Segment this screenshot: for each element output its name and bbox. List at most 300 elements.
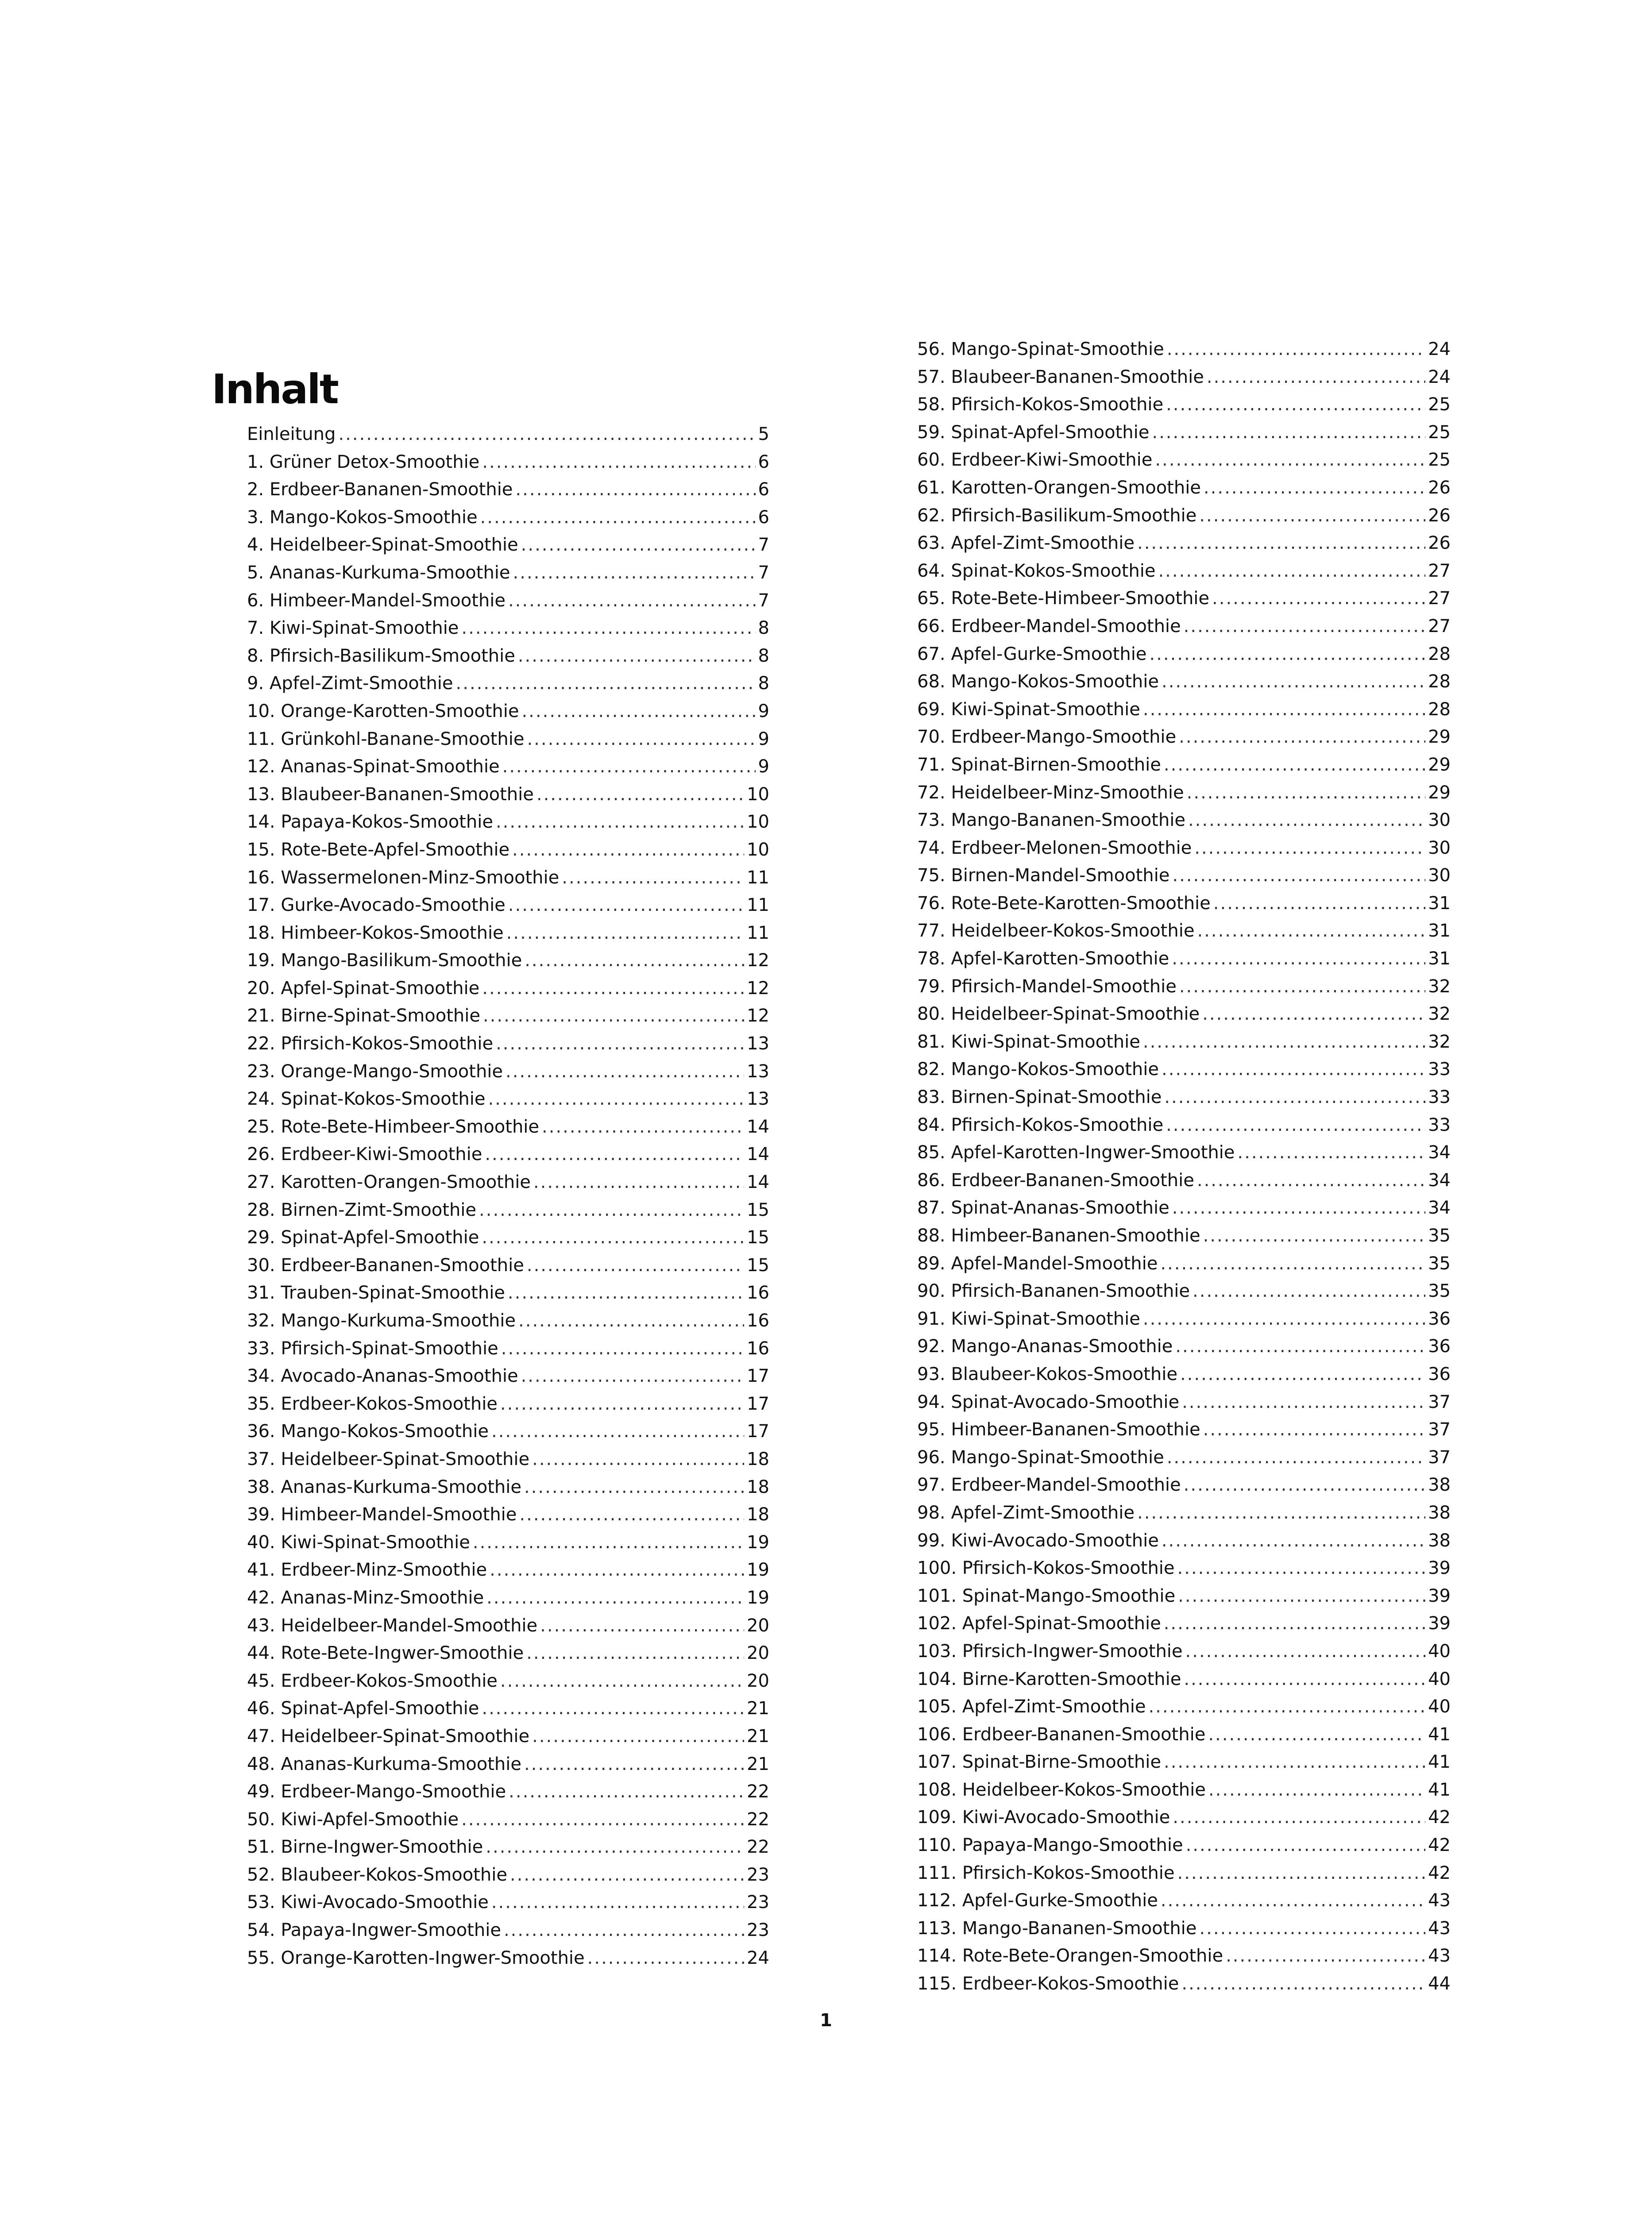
toc-entry[interactable] — [917, 1804, 1451, 1831]
toc-entry-page: 16 — [747, 1338, 769, 1359]
toc-entry-page: 37 — [1428, 1447, 1451, 1468]
toc-entry[interactable] — [247, 1944, 769, 1972]
toc-dot-leader — [1172, 1194, 1425, 1222]
toc-entry-page: 33 — [1428, 1114, 1451, 1135]
toc-entry[interactable] — [917, 446, 1451, 474]
toc-entry[interactable] — [917, 1970, 1451, 1998]
toc-entry-page: 14 — [747, 1172, 769, 1193]
toc-entry[interactable] — [247, 1639, 769, 1667]
toc-entry[interactable] — [917, 1471, 1451, 1499]
toc-entry-title: 115. Erdbeer-Kokos-Smoothie — [917, 1974, 1179, 1994]
toc-entry[interactable] — [247, 1750, 769, 1778]
toc-entry[interactable] — [247, 559, 769, 587]
toc-dot-leader — [1164, 751, 1425, 779]
toc-entry-page: 21 — [747, 1726, 769, 1746]
toc-entry-page: 30 — [1428, 810, 1451, 831]
toc-dot-leader — [461, 1806, 744, 1834]
toc-entry-page: 43 — [1428, 1946, 1451, 1966]
toc-dot-leader — [508, 891, 744, 919]
toc-entry-title: 59. Spinat-Apfel-Smoothie — [917, 422, 1150, 443]
toc-entry-title: 45. Erdbeer-Kokos-Smoothie — [247, 1670, 498, 1691]
toc-entry[interactable] — [917, 862, 1451, 890]
toc-dot-leader — [1158, 557, 1425, 585]
toc-entry[interactable] — [917, 557, 1451, 585]
toc-dot-leader — [1197, 917, 1425, 945]
toc-entry[interactable] — [247, 614, 769, 642]
toc-entry[interactable] — [917, 1388, 1451, 1416]
toc-dot-leader — [1207, 363, 1425, 391]
toc-dot-leader — [527, 1252, 744, 1280]
toc-entry-title: 84. Pfirsich-Kokos-Smoothie — [917, 1114, 1164, 1135]
toc-entry[interactable] — [247, 891, 769, 919]
toc-entry[interactable] — [247, 1335, 769, 1363]
toc-entry-title: 101. Spinat-Mango-Smoothie — [917, 1585, 1176, 1606]
toc-entry-title: 38. Ananas-Kurkuma-Smoothie — [247, 1477, 521, 1497]
toc-entry[interactable] — [247, 1085, 769, 1113]
toc-dot-leader — [338, 420, 755, 448]
toc-entry-page: 26 — [1428, 533, 1451, 554]
toc-dot-leader — [509, 1778, 744, 1806]
toc-entry-title: 13. Blaubeer-Bananen-Smoothie — [247, 784, 534, 805]
toc-entry-title: 110. Papaya-Mango-Smoothie — [917, 1835, 1183, 1856]
toc-entry[interactable] — [247, 1390, 769, 1418]
toc-entry-title: 105. Apfel-Zimt-Smoothie — [917, 1696, 1146, 1717]
toc-entry[interactable] — [917, 1333, 1451, 1361]
toc-entry[interactable] — [917, 1083, 1451, 1111]
toc-entry-page: 15 — [747, 1255, 769, 1276]
toc-entry[interactable] — [247, 1556, 769, 1584]
toc-entry[interactable] — [917, 1416, 1451, 1444]
toc-entry-page: 32 — [1428, 1004, 1451, 1025]
toc-entry[interactable] — [917, 335, 1451, 363]
toc-entry[interactable] — [247, 1889, 769, 1916]
toc-entry[interactable] — [247, 1141, 769, 1168]
toc-entry[interactable] — [247, 1168, 769, 1196]
toc-entry[interactable] — [917, 1915, 1451, 1943]
toc-entry[interactable] — [917, 474, 1451, 502]
toc-entry-page: 12 — [747, 950, 769, 971]
toc-entry-page: 29 — [1428, 782, 1451, 803]
toc-entry-page: 6 — [758, 507, 769, 528]
toc-entry-title: 70. Erdbeer-Mango-Smoothie — [917, 727, 1177, 748]
toc-entry[interactable] — [917, 391, 1451, 419]
toc-entry[interactable] — [917, 668, 1451, 696]
toc-dot-leader — [1137, 1499, 1425, 1527]
toc-entry[interactable] — [247, 725, 769, 753]
toc-entry[interactable] — [247, 1584, 769, 1612]
toc-entry-page: 40 — [1428, 1641, 1451, 1662]
toc-entry[interactable] — [917, 1499, 1451, 1527]
toc-entry-title: 15. Rote-Bete-Apfel-Smoothie — [247, 839, 510, 860]
toc-left-column — [247, 420, 769, 1972]
toc-entry-page: 24 — [747, 1947, 769, 1968]
page-number: 1 — [820, 2010, 832, 2031]
toc-entry-page: 36 — [1428, 1364, 1451, 1384]
toc-dot-leader — [483, 1002, 744, 1030]
toc-entry-page: 25 — [1428, 450, 1451, 470]
toc-entry-page: 22 — [747, 1837, 769, 1858]
toc-entry[interactable] — [917, 1721, 1451, 1749]
toc-dot-leader — [540, 1612, 744, 1640]
toc-entry-page: 9 — [758, 701, 769, 721]
toc-entry-page: 26 — [1428, 505, 1451, 526]
toc-entry[interactable] — [917, 696, 1451, 724]
toc-entry-title: 37. Heidelbeer-Spinat-Smoothie — [247, 1449, 530, 1469]
toc-entry-page: 37 — [1428, 1392, 1451, 1412]
toc-entry[interactable] — [247, 1113, 769, 1141]
toc-entry[interactable] — [917, 751, 1451, 779]
toc-entry[interactable] — [247, 1446, 769, 1473]
toc-entry-title: 21. Birne-Spinat-Smoothie — [247, 1006, 480, 1026]
toc-dot-leader — [1188, 806, 1425, 834]
toc-entry-title: 52. Blaubeer-Kokos-Smoothie — [247, 1864, 507, 1885]
toc-entry-page: 40 — [1428, 1696, 1451, 1717]
toc-entry-page: 30 — [1428, 837, 1451, 858]
toc-entry[interactable] — [917, 1167, 1451, 1195]
toc-entry-title: 90. Pfirsich-Bananen-Smoothie — [917, 1281, 1190, 1302]
toc-entry[interactable] — [917, 1000, 1451, 1028]
toc-entry[interactable] — [247, 1833, 769, 1861]
toc-entry-page: 41 — [1428, 1724, 1451, 1745]
toc-entry[interactable] — [247, 919, 769, 947]
toc-entry[interactable] — [247, 1778, 769, 1806]
toc-dot-leader — [524, 1750, 744, 1778]
toc-entry[interactable] — [917, 502, 1451, 530]
toc-entry-page: 42 — [1428, 1835, 1451, 1856]
toc-entry[interactable] — [917, 1887, 1451, 1915]
toc-dot-leader — [537, 781, 744, 809]
toc-entry-page: 21 — [747, 1698, 769, 1719]
toc-entry-title: 20. Apfel-Spinat-Smoothie — [247, 978, 480, 999]
toc-entry[interactable] — [247, 504, 769, 532]
toc-entry-title: 108. Heidelbeer-Kokos-Smoothie — [917, 1779, 1206, 1800]
toc-entry[interactable] — [247, 531, 769, 559]
toc-entry[interactable] — [917, 1831, 1451, 1859]
toc-entry-page: 28 — [1428, 699, 1451, 720]
toc-entry-title: 111. Pfirsich-Kokos-Smoothie — [917, 1862, 1175, 1883]
toc-entry[interactable] — [917, 945, 1451, 973]
toc-entry-page: 23 — [747, 1920, 769, 1941]
toc-dot-leader — [525, 947, 744, 975]
toc-entry[interactable] — [917, 613, 1451, 640]
toc-entry-page: 18 — [747, 1449, 769, 1469]
toc-entry[interactable] — [917, 1859, 1451, 1887]
toc-dot-leader — [1152, 419, 1425, 447]
toc-entry[interactable] — [917, 1748, 1451, 1776]
toc-dot-leader — [1193, 1277, 1425, 1305]
toc-dot-leader — [482, 448, 755, 476]
toc-dot-leader — [456, 670, 756, 698]
toc-entry[interactable] — [917, 1028, 1451, 1056]
toc-entry[interactable] — [247, 864, 769, 892]
toc-entry[interactable] — [247, 1695, 769, 1723]
toc-entry[interactable] — [917, 973, 1451, 1001]
toc-dot-leader — [1166, 1111, 1425, 1139]
toc-dot-leader — [488, 1085, 744, 1113]
toc-dot-leader — [527, 725, 755, 753]
toc-dot-leader — [506, 1058, 744, 1086]
toc-entry[interactable] — [917, 1361, 1451, 1388]
toc-entry[interactable] — [917, 1222, 1451, 1250]
toc-entry[interactable] — [917, 1638, 1451, 1666]
toc-entry[interactable] — [247, 1030, 769, 1058]
toc-entry-page: 33 — [1428, 1087, 1451, 1108]
toc-entry[interactable] — [247, 1667, 769, 1695]
toc-entry-title: 104. Birne-Karotten-Smoothie — [917, 1669, 1181, 1689]
toc-entry[interactable] — [917, 779, 1451, 807]
toc-dot-leader — [1143, 696, 1425, 724]
toc-dot-leader — [1199, 502, 1425, 530]
toc-entry[interactable] — [247, 836, 769, 864]
toc-entry-page: 29 — [1428, 727, 1451, 748]
toc-dot-leader — [1213, 890, 1425, 918]
toc-entry-title: 95. Himbeer-Bananen-Smoothie — [917, 1419, 1200, 1440]
toc-entry-title: 44. Rote-Bete-Ingwer-Smoothie — [247, 1643, 524, 1664]
toc-entry[interactable] — [247, 1723, 769, 1750]
toc-entry[interactable] — [917, 917, 1451, 945]
toc-entry-page: 23 — [747, 1892, 769, 1913]
toc-entry-page: 6 — [758, 479, 769, 500]
toc-entry-title: 31. Trauben-Spinat-Smoothie — [247, 1283, 505, 1303]
toc-entry-page: 28 — [1428, 671, 1451, 692]
toc-entry[interactable] — [247, 753, 769, 781]
toc-entry[interactable] — [917, 363, 1451, 391]
toc-entry[interactable] — [247, 670, 769, 698]
toc-entry[interactable] — [917, 1277, 1451, 1305]
toc-entry[interactable] — [247, 1529, 769, 1557]
toc-entry[interactable] — [247, 1002, 769, 1030]
toc-entry[interactable] — [247, 448, 769, 476]
toc-entry-page: 14 — [747, 1116, 769, 1137]
toc-entry-title: 22. Pfirsich-Kokos-Smoothie — [247, 1033, 494, 1054]
toc-entry-page: 10 — [747, 839, 769, 860]
toc-entry-page: 5 — [758, 424, 769, 444]
toc-dot-leader — [506, 919, 744, 947]
toc-entry[interactable] — [247, 698, 769, 725]
toc-entry[interactable] — [917, 1666, 1451, 1693]
toc-entry-title: 53. Kiwi-Avocado-Smoothie — [247, 1892, 489, 1913]
toc-entry[interactable] — [247, 1612, 769, 1640]
toc-dot-leader — [524, 1473, 744, 1501]
toc-dot-leader — [1194, 834, 1425, 862]
toc-entry[interactable] — [917, 529, 1451, 557]
toc-entry-page: 11 — [747, 922, 769, 943]
toc-dot-leader — [496, 808, 744, 836]
toc-dot-leader — [533, 1168, 744, 1196]
toc-entry-page: 17 — [747, 1421, 769, 1442]
toc-entry-page: 13 — [747, 1061, 769, 1082]
toc-dot-leader — [1199, 1915, 1425, 1943]
toc-entry-title: 89. Apfel-Mandel-Smoothie — [917, 1253, 1158, 1274]
toc-entry-page: 23 — [747, 1864, 769, 1885]
toc-entry-title: 54. Papaya-Ingwer-Smoothie — [247, 1920, 501, 1941]
toc-entry[interactable] — [247, 1501, 769, 1529]
toc-entry-page: 10 — [747, 784, 769, 805]
toc-dot-leader — [1172, 862, 1425, 890]
toc-entry-title: 66. Erdbeer-Mandel-Smoothie — [917, 616, 1181, 636]
toc-entry-title: 99. Kiwi-Avocado-Smoothie — [917, 1530, 1159, 1551]
toc-entry-title: 107. Spinat-Birne-Smoothie — [917, 1752, 1161, 1773]
toc-entry-title: 62. Pfirsich-Basilikum-Smoothie — [917, 505, 1197, 526]
toc-entry-page: 42 — [1428, 1862, 1451, 1883]
toc-entry[interactable] — [917, 834, 1451, 862]
toc-entry[interactable] — [247, 642, 769, 670]
toc-entry[interactable] — [917, 1194, 1451, 1222]
toc-entry[interactable] — [917, 1111, 1451, 1139]
toc-entry-title: 112. Apfel-Gurke-Smoothie — [917, 1890, 1158, 1911]
toc-entry[interactable] — [247, 1196, 769, 1224]
toc-entry-page: 14 — [747, 1144, 769, 1165]
toc-entry-page: 37 — [1428, 1419, 1451, 1440]
toc-dot-leader — [1143, 1305, 1425, 1333]
toc-dot-leader — [526, 1639, 744, 1667]
toc-dot-leader — [1167, 335, 1425, 363]
toc-entry[interactable] — [917, 890, 1451, 918]
toc-dot-leader — [482, 1224, 744, 1252]
toc-entry[interactable] — [917, 1444, 1451, 1472]
toc-entry-title: 17. Gurke-Avocado-Smoothie — [247, 895, 506, 916]
toc-entry[interactable] — [247, 587, 769, 615]
toc-dot-leader — [1177, 1859, 1426, 1887]
toc-entry-title: 102. Apfel-Spinat-Smoothie — [917, 1613, 1161, 1634]
toc-entry[interactable] — [247, 476, 769, 504]
toc-entry-page: 18 — [747, 1477, 769, 1497]
toc-entry[interactable] — [917, 806, 1451, 834]
toc-entry-page: 15 — [747, 1227, 769, 1248]
toc-entry[interactable] — [917, 1610, 1451, 1638]
toc-entry-title: 58. Pfirsich-Kokos-Smoothie — [917, 394, 1164, 415]
toc-entry[interactable] — [917, 1776, 1451, 1804]
toc-entry[interactable] — [247, 1307, 769, 1335]
toc-dot-leader — [1166, 391, 1425, 419]
toc-entry[interactable] — [917, 1056, 1451, 1083]
toc-entry[interactable] — [917, 640, 1451, 668]
toc-entry[interactable] — [247, 808, 769, 836]
toc-dot-leader — [1212, 585, 1425, 613]
toc-entry[interactable] — [247, 1861, 769, 1889]
toc-entry[interactable] — [917, 1554, 1451, 1582]
toc-entry-page: 39 — [1428, 1585, 1451, 1606]
toc-entry[interactable] — [917, 1527, 1451, 1555]
toc-dot-leader — [508, 1279, 744, 1307]
toc-dot-leader — [1203, 1222, 1425, 1250]
toc-entry-page: 36 — [1428, 1336, 1451, 1357]
toc-entry-title: 25. Rote-Bete-Himbeer-Smoothie — [247, 1116, 540, 1137]
toc-entry[interactable] — [917, 1139, 1451, 1167]
toc-entry-page: 38 — [1428, 1502, 1451, 1523]
toc-entry[interactable] — [247, 1252, 769, 1280]
toc-entry[interactable] — [247, 975, 769, 1002]
toc-entry-title: 11. Grünkohl-Banane-Smoothie — [247, 729, 525, 749]
toc-entry[interactable] — [917, 419, 1451, 447]
toc-entry[interactable] — [917, 1250, 1451, 1278]
toc-entry-title: 80. Heidelbeer-Spinat-Smoothie — [917, 1004, 1200, 1025]
toc-entry[interactable] — [247, 1058, 769, 1086]
toc-entry-page: 39 — [1428, 1558, 1451, 1579]
toc-entry[interactable] — [247, 781, 769, 809]
toc-entry-page: 22 — [747, 1781, 769, 1802]
toc-entry-page: 13 — [747, 1033, 769, 1054]
toc-entry-page: 34 — [1428, 1142, 1451, 1163]
toc-entry[interactable] — [247, 1473, 769, 1501]
toc-entry-page: 30 — [1428, 865, 1451, 886]
toc-dot-leader — [1162, 1056, 1425, 1083]
toc-entry[interactable] — [917, 1693, 1451, 1721]
toc-entry[interactable] — [247, 420, 769, 448]
toc-entry-page: 24 — [1428, 366, 1451, 387]
toc-dot-leader — [512, 836, 744, 864]
toc-entry[interactable] — [247, 1224, 769, 1252]
toc-entry-title: 51. Birne-Ingwer-Smoothie — [247, 1837, 483, 1858]
toc-entry[interactable] — [917, 1582, 1451, 1610]
toc-entry-page: 29 — [1428, 754, 1451, 775]
toc-entry-title: 3. Mango-Kokos-Smoothie — [247, 507, 478, 528]
toc-entry-page: 41 — [1428, 1752, 1451, 1773]
toc-entry-page: 41 — [1428, 1779, 1451, 1800]
toc-entry[interactable] — [917, 1942, 1451, 1970]
toc-entry-page: 9 — [758, 729, 769, 749]
toc-entry[interactable] — [247, 1916, 769, 1944]
toc-entry-title: 92. Mango-Ananas-Smoothie — [917, 1336, 1173, 1357]
toc-entry[interactable] — [247, 1279, 769, 1307]
toc-dot-leader — [485, 1141, 744, 1168]
toc-entry-page: 16 — [747, 1311, 769, 1331]
toc-entry-title: Einleitung — [247, 424, 336, 444]
toc-dot-leader — [587, 1944, 744, 1972]
toc-entry-title: 18. Himbeer-Kokos-Smoothie — [247, 922, 504, 943]
toc-entry[interactable] — [917, 1305, 1451, 1333]
toc-entry[interactable] — [247, 1418, 769, 1446]
toc-entry-page: 9 — [758, 756, 769, 777]
toc-dot-leader — [501, 1335, 744, 1363]
toc-entry-page: 19 — [747, 1532, 769, 1553]
toc-entry-title: 97. Erdbeer-Mandel-Smoothie — [917, 1475, 1181, 1496]
toc-entry-title: 98. Apfel-Zimt-Smoothie — [917, 1502, 1135, 1523]
toc-dot-leader — [562, 864, 744, 892]
toc-dot-leader — [518, 1307, 744, 1335]
toc-entry-title: 1. Grüner Detox-Smoothie — [247, 451, 480, 472]
toc-entry[interactable] — [247, 947, 769, 975]
toc-entry[interactable] — [247, 1806, 769, 1834]
toc-entry-page: 27 — [1428, 616, 1451, 636]
toc-entry-page: 21 — [747, 1754, 769, 1774]
toc-entry[interactable] — [917, 723, 1451, 751]
toc-entry[interactable] — [917, 585, 1451, 613]
toc-entry-title: 12. Ananas-Spinat-Smoothie — [247, 756, 500, 777]
toc-entry-page: 33 — [1428, 1059, 1451, 1080]
toc-entry-title: 23. Orange-Mango-Smoothie — [247, 1061, 503, 1082]
toc-dot-leader — [479, 1196, 744, 1224]
toc-dot-leader — [1162, 1527, 1425, 1555]
toc-right-column — [917, 335, 1451, 1998]
toc-dot-leader — [1202, 1000, 1425, 1028]
toc-dot-leader — [461, 614, 755, 642]
toc-entry-page: 44 — [1428, 1974, 1451, 1994]
toc-dot-leader — [1203, 1416, 1425, 1444]
toc-entry-title: 2. Erdbeer-Bananen-Smoothie — [247, 479, 513, 500]
toc-entry[interactable] — [247, 1362, 769, 1390]
toc-dot-leader — [490, 1556, 744, 1584]
toc-dot-leader — [1204, 474, 1425, 502]
toc-dot-leader — [1184, 1666, 1425, 1693]
toc-dot-leader — [1208, 1721, 1425, 1749]
toc-entry-title: 87. Spinat-Ananas-Smoothie — [917, 1198, 1170, 1218]
toc-dot-leader — [521, 531, 756, 559]
toc-entry-title: 103. Pfirsich-Ingwer-Smoothie — [917, 1641, 1183, 1662]
toc-entry-title: 88. Himbeer-Bananen-Smoothie — [917, 1226, 1200, 1246]
toc-entry-title: 35. Erdbeer-Kokos-Smoothie — [247, 1393, 498, 1414]
toc-entry-title: 113. Mango-Bananen-Smoothie — [917, 1918, 1197, 1939]
